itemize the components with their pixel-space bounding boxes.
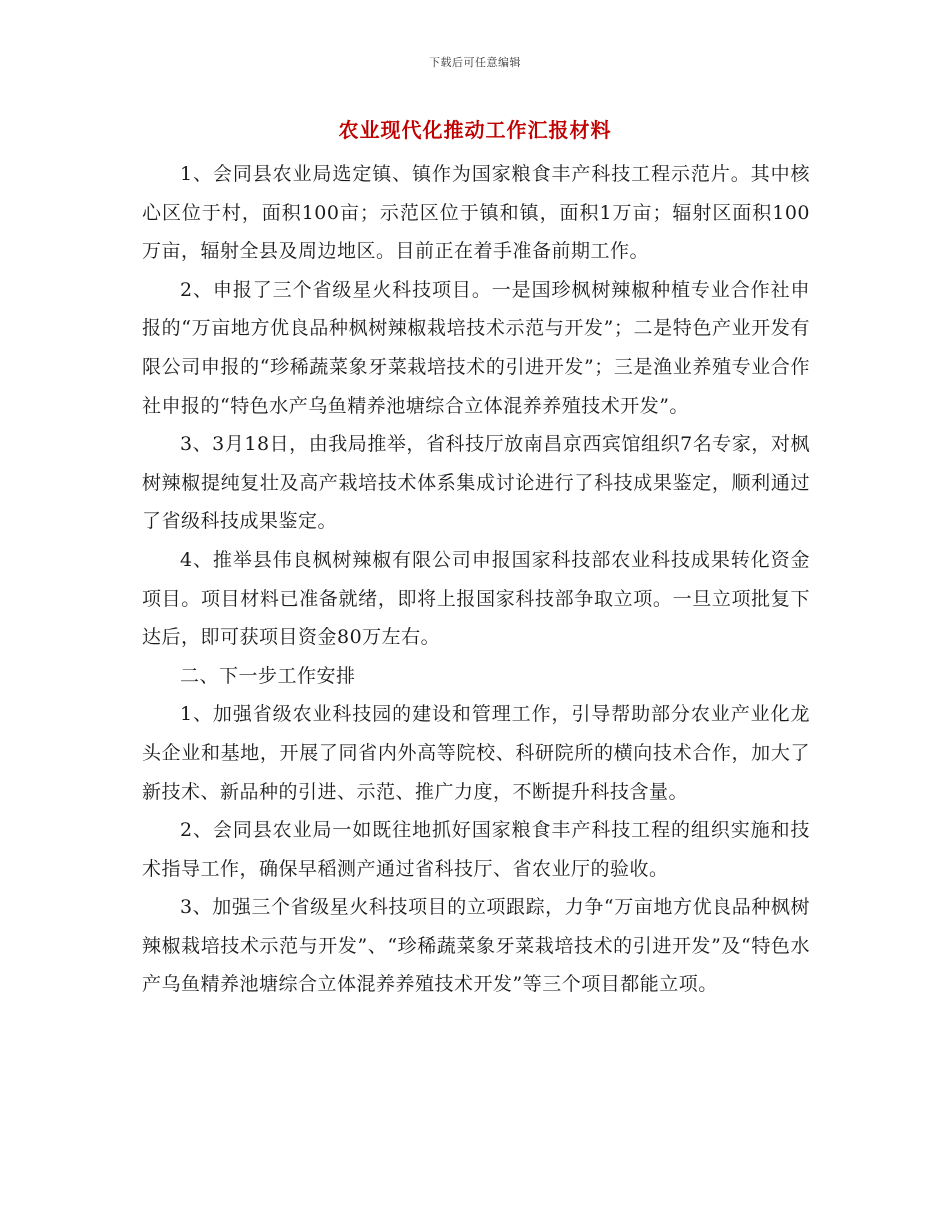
paragraph-7: 3、加强三个省级星火科技项目的立项跟踪，力争“万亩地方优良品种枫树辣椒栽培技术示范与开发”、“珍稀蔬菜象牙菜栽培技术的引进开发”及“特色水产乌鱼精养池塘综合立体混养养殖技术开发”等三个项目都能立项。 [142,896,810,996]
page-header-note: 下载后可任意编辑 [429,56,521,69]
document-title: 农业现代化推动工作汇报材料 [338,118,612,142]
paragraph-4: 4、推举县伟良枫树辣椒有限公司申报国家科技部农业科技成果转化资金项目。项目材料已准备就绪，即将上报国家科技部争取立项。一旦立项批复下达后，即可获项目资金80万左右。 [142,548,810,649]
paragraph-1: 1、会同县农业局选定镇、镇作为国家粮食丰产科技工程示范片。其中核心区位于村，面积100亩；示范区位于镇和镇，面积1万亩；辐射区面积100万亩，辐射全县及周边地区。目前正在着手准备前期工作。 [142,163,810,263]
paragraph-6: 2、会同县农业局一如既往地抓好国家粮食丰产科技工程的组织实施和技术指导工作，确保早稻测产通过省科技厅、省农业厅的验收。 [142,819,810,880]
paragraph-3: 3、3月18日，由我局推举，省科技厅放南昌京西宾馆组织7名专家，对枫树辣椒提纯复壮及高产栽培技术体系集成讨论进行了科技成果鉴定，顺利通过了省级科技成果鉴定。 [142,433,810,533]
document-body [142,155,810,1004]
paragraph-5: 1、加强省级农业科技园的建设和管理工作，引导帮助部分农业产业化龙头企业和基地，开展了同省内外高等院校、科研院所的横向技术合作，加大了新技术、新品种的引进、示范、推广力度，不断提升科技含量。 [142,703,810,803]
paragraph-2: 2、申报了三个省级星火科技项目。一是国珍枫树辣椒种植专业合作社申报的“万亩地方优良品种枫树辣椒栽培技术示范与开发”；二是特色产业开发有限公司申报的“珍稀蔬菜象牙菜栽培技术的引进开发”；三是渔业养殖专业合作社申报的“特色水产乌鱼精养池塘综合立体混养养殖技术开发”。 [142,278,810,417]
section-heading-next-steps: 二、下一步工作安排 [180,664,356,687]
